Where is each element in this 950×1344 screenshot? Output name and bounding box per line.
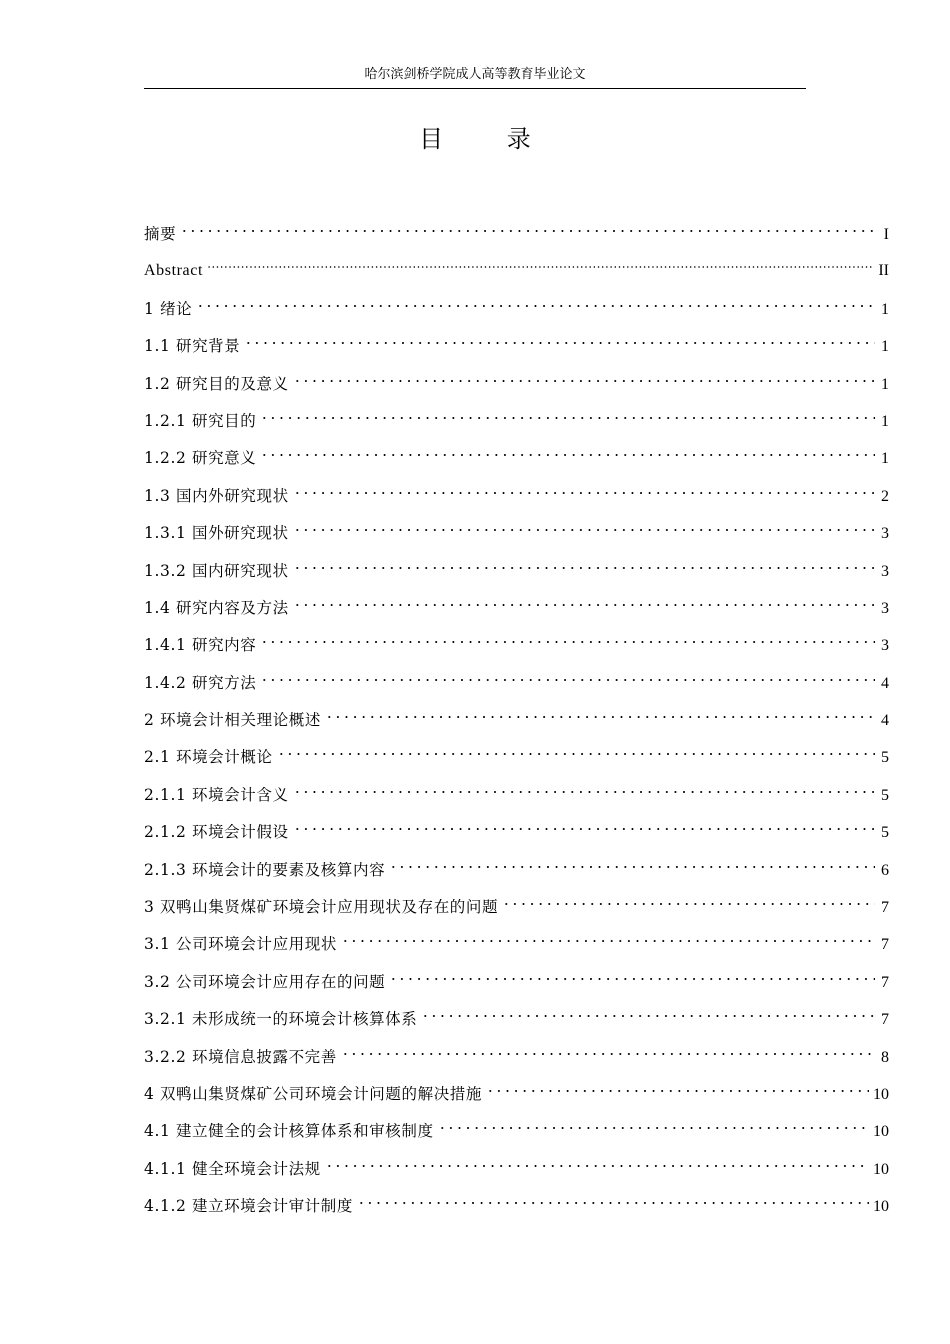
- toc-entry-title: 1.4.1 研究内容: [144, 636, 257, 655]
- table-of-contents: [144, 220, 889, 1230]
- toc-entry-page-number: 8: [881, 1048, 889, 1066]
- dot-leader: [260, 638, 875, 646]
- toc-entry-title: 2.1.3 环境会计的要素及核算内容: [144, 860, 386, 879]
- toc-entry[interactable]: [144, 669, 889, 706]
- toc-entry[interactable]: [144, 482, 889, 519]
- dot-leader: [244, 339, 875, 347]
- toc-entry[interactable]: [144, 519, 889, 556]
- toc-entry-page-number: 6: [881, 861, 889, 879]
- toc-entry[interactable]: [144, 781, 889, 818]
- dot-leader: [260, 451, 875, 459]
- dot-leader: [293, 526, 875, 534]
- toc-entry-page-number: 1: [881, 450, 889, 468]
- toc-entry-page-number: 4: [881, 674, 889, 692]
- toc-entry-page-number: 1: [881, 412, 889, 430]
- toc-entry-page-number: II: [878, 262, 889, 280]
- toc-entry[interactable]: [144, 370, 889, 407]
- toc-entry-title: 2 环境会计相关理论概述: [144, 711, 321, 730]
- toc-entry-title: 摘要: [144, 225, 177, 243]
- toc-entry-title: Abstract: [144, 262, 204, 280]
- toc-entry-page-number: 4: [881, 712, 889, 730]
- toc-entry-page-number: 7: [881, 1011, 889, 1029]
- toc-entry[interactable]: [144, 407, 889, 444]
- toc-entry-title: 3.1 公司环境会计应用现状: [144, 935, 337, 954]
- toc-entry-title: 3.2.1 未形成统一的环境会计核算体系: [144, 1010, 418, 1029]
- toc-entry[interactable]: [144, 706, 889, 743]
- toc-entry-page-number: 3: [881, 562, 889, 580]
- toc-entry-page-number: 5: [881, 749, 889, 767]
- dot-leader: [260, 414, 875, 422]
- toc-entry-title: 1 绪论: [144, 299, 193, 318]
- toc-entry-page-number: 7: [881, 899, 889, 917]
- toc-entry-page-number: 3: [881, 599, 889, 617]
- toc-entry[interactable]: [144, 930, 889, 967]
- dot-leader: [389, 975, 875, 983]
- toc-entry-title: 1.2.1 研究目的: [144, 411, 257, 430]
- toc-entry-title: 4.1 建立健全的会计核算体系和审核制度: [144, 1122, 434, 1141]
- toc-entry[interactable]: [144, 893, 889, 930]
- toc-entry[interactable]: [144, 444, 889, 481]
- dot-leader: [357, 1199, 869, 1207]
- toc-entry[interactable]: [144, 220, 889, 257]
- dot-leader: [341, 1050, 875, 1058]
- header-rule: [144, 88, 806, 89]
- toc-entry-title: 2.1.1 环境会计含义: [144, 785, 289, 804]
- dot-leader: [293, 788, 875, 796]
- toc-entry[interactable]: [144, 332, 889, 369]
- toc-entry-title: 1.2.2 研究意义: [144, 449, 257, 468]
- toc-entry-title: 4.1.1 健全环境会计法规: [144, 1159, 321, 1178]
- toc-entry[interactable]: [144, 1192, 889, 1229]
- toc-entry[interactable]: [144, 557, 889, 594]
- toc-entry-title: 4 双鸭山集贤煤矿公司环境会计问题的解决措施: [144, 1084, 482, 1103]
- dot-leader: [438, 1124, 869, 1132]
- dot-leader: [293, 825, 875, 833]
- dot-leader: [293, 489, 875, 497]
- running-header: 哈尔滨剑桥学院成人高等教育毕业论文: [364, 67, 586, 82]
- toc-entry-page-number: 3: [881, 525, 889, 543]
- toc-entry[interactable]: [144, 856, 889, 893]
- toc-entry-title: 1.1 研究背景: [144, 337, 241, 356]
- dot-leader: [180, 227, 875, 235]
- dot-leader: [260, 676, 875, 684]
- toc-entry[interactable]: [144, 295, 889, 332]
- toc-entry[interactable]: [144, 631, 889, 668]
- toc-entry-title: 1.3.1 国外研究现状: [144, 524, 289, 543]
- toc-entry[interactable]: [144, 818, 889, 855]
- toc-entry-title: 1.2 研究目的及意义: [144, 374, 289, 393]
- toc-entry[interactable]: [144, 968, 889, 1005]
- dot-leader: [486, 1087, 869, 1095]
- toc-entry-title: 1.3 国内外研究现状: [144, 486, 289, 505]
- toc-entry-page-number: 10: [873, 1198, 889, 1216]
- toc-entry-title: 3 双鸭山集贤煤矿环境会计应用现状及存在的问题: [144, 898, 499, 917]
- toc-entry[interactable]: [144, 1043, 889, 1080]
- toc-entry-page-number: 10: [873, 1085, 889, 1103]
- toc-entry[interactable]: [144, 1080, 889, 1117]
- toc-entry-page-number: 1: [881, 300, 889, 318]
- toc-entry-page-number: 1: [881, 338, 889, 356]
- toc-entry-page-number: I: [883, 226, 889, 243]
- toc-entry-title: 3.2 公司环境会计应用存在的问题: [144, 972, 386, 991]
- toc-entry-title: 1.4 研究内容及方法: [144, 598, 289, 617]
- dot-leader: [502, 900, 875, 908]
- dot-leader: [389, 863, 875, 871]
- toc-entry-title: 1.3.2 国内研究现状: [144, 561, 289, 580]
- dot-leader: [325, 1162, 869, 1170]
- toc-entry-title: 2.1.2 环境会计假设: [144, 823, 289, 842]
- toc-entry-page-number: 5: [881, 786, 889, 804]
- toc-entry-page-number: 5: [881, 824, 889, 842]
- toc-entry-page-number: 3: [881, 637, 889, 655]
- dot-leader: [277, 750, 875, 758]
- toc-entry-page-number: 7: [881, 936, 889, 954]
- dot-leader: [293, 564, 875, 572]
- toc-entry-page-number: 1: [881, 375, 889, 393]
- toc-entry-page-number: 2: [881, 487, 889, 505]
- dot-leader: [196, 302, 875, 310]
- toc-entry-page-number: 10: [873, 1123, 889, 1141]
- toc-entry[interactable]: [144, 1155, 889, 1192]
- toc-entry[interactable]: [144, 1005, 889, 1042]
- toc-entry-page-number: 7: [881, 973, 889, 991]
- toc-entry-title: 4.1.2 建立环境会计审计制度: [144, 1197, 353, 1216]
- toc-entry[interactable]: [144, 257, 889, 294]
- toc-entry[interactable]: [144, 1117, 889, 1154]
- toc-entry-title: 2.1 环境会计概论: [144, 748, 273, 767]
- dot-leader: [293, 377, 875, 385]
- dot-leader: [325, 713, 875, 721]
- dot-leader: [207, 263, 874, 271]
- dot-leader: [341, 937, 875, 945]
- toc-entry-page-number: 10: [873, 1160, 889, 1178]
- toc-entry[interactable]: [144, 743, 889, 780]
- dot-leader: [293, 601, 875, 609]
- toc-entry-title: 1.4.2 研究方法: [144, 673, 257, 692]
- toc-entry[interactable]: [144, 594, 889, 631]
- toc-entry-title: 3.2.2 环境信息披露不完善: [144, 1047, 337, 1066]
- dot-leader: [421, 1012, 875, 1020]
- page-title: 目 录: [419, 125, 559, 153]
